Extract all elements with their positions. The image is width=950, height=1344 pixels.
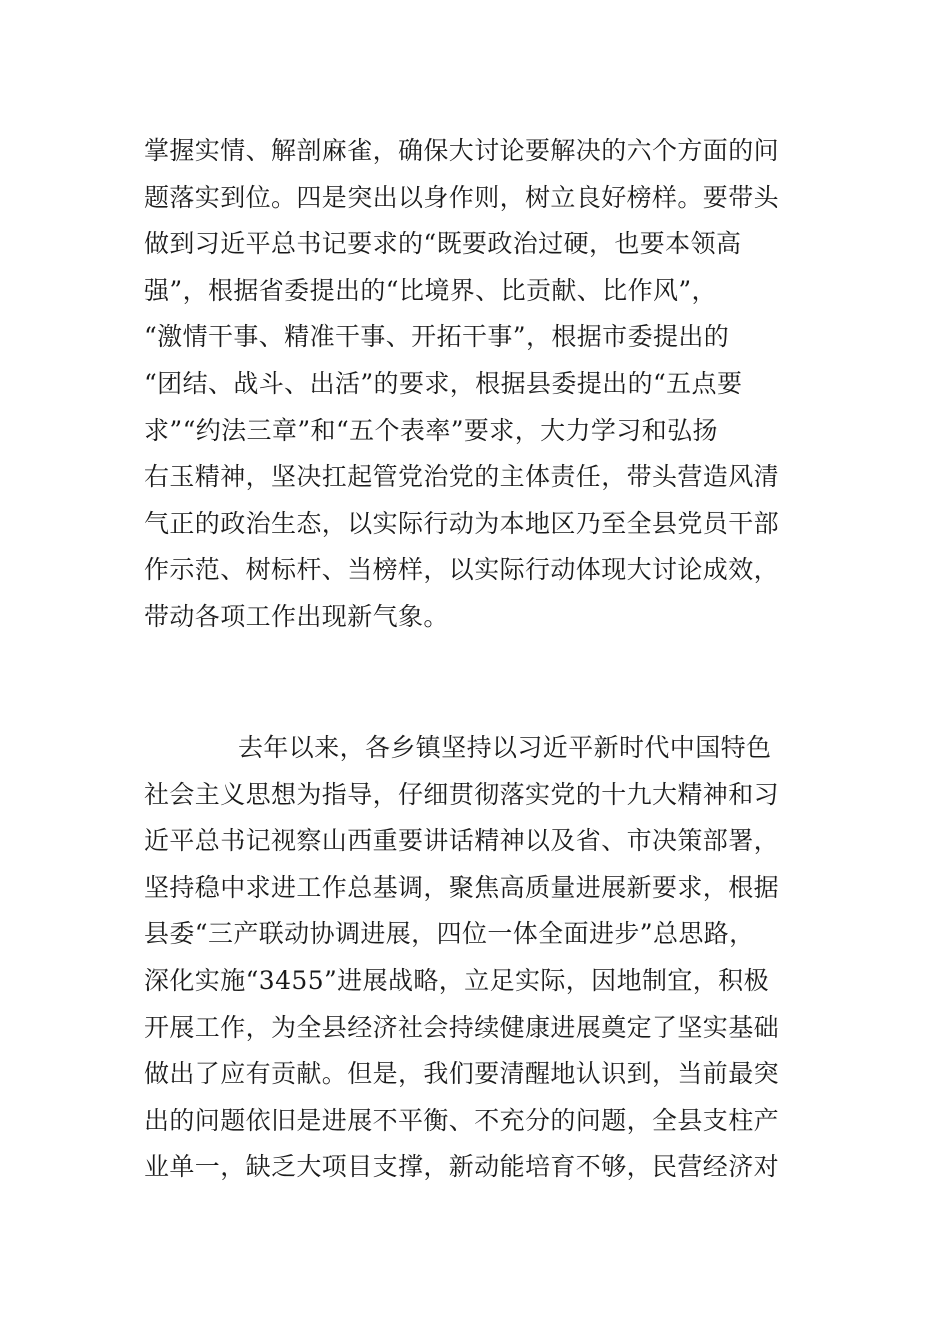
- text-line: 出的问题依旧是进展不平衡、不充分的问题，全县支柱产: [144, 1105, 780, 1135]
- text-line: 近平总书记视察山西重要讲话精神以及省、市决策部署，: [144, 826, 780, 856]
- text-line: 做出了应有贡献。但是，我们要清醒地认识到，当前最突: [144, 1059, 780, 1089]
- text-line: 掌握实情、解剖麻雀，确保大讨论要解决的六个方面的问: [144, 136, 780, 165]
- text-line: 作示范、树标杆、当榜样，以实际行动体现大讨论成效，: [144, 555, 780, 585]
- text-line: 深化实施“3455”进展战略，立足实际，因地制宜，积极: [144, 965, 769, 995]
- paragraph-2: [144, 725, 806, 1191]
- text-line: 开展工作，为全县经济社会持续健康进展奠定了坚实基础: [144, 1012, 780, 1042]
- text-line: 强”，根据省委提出的“比境界、比贡献、比作风”，: [144, 275, 717, 305]
- text-line: 坚持稳中求进工作总基调，聚焦高质量进展新要求，根据: [144, 872, 780, 902]
- text-line: 题落实到位。四是突出以身作则，树立良好榜样。要带头: [144, 182, 780, 212]
- text-line: 业单一，缺乏大项目支撑，新动能培育不够，民营经济对: [144, 1152, 780, 1182]
- paragraph-1: [144, 128, 806, 641]
- text-line: 县委“三产联动协调进展，四位一体全面进步”总思路，: [144, 919, 755, 949]
- text-line: 右玉精神，坚决扛起管党治党的主体责任，带头营造风清: [144, 462, 780, 492]
- text-line-indented: 去年以来，各乡镇坚持以习近平新时代中国特色: [238, 733, 772, 762]
- text-line: “激情干事、精准干事、开拓干事”，根据市委提出的: [144, 322, 730, 352]
- text-line: 气正的政治生态，以实际行动为本地区乃至全县党员干部: [144, 508, 780, 538]
- text-line: 带动各项工作出现新气象。: [144, 601, 449, 631]
- text-line: “团结、战斗、出活”的要求，根据县委提出的“五点要: [144, 368, 743, 398]
- text-line: 做到习近平总书记要求的“既要政治过硬，也要本领高: [144, 229, 742, 259]
- text-line: 求”“约法三章”和“五个表率”要求，大力学习和弘扬: [144, 415, 718, 445]
- text-line: 社会主义思想为指导，仔细贯彻落实党的十九大精神和习: [144, 779, 780, 809]
